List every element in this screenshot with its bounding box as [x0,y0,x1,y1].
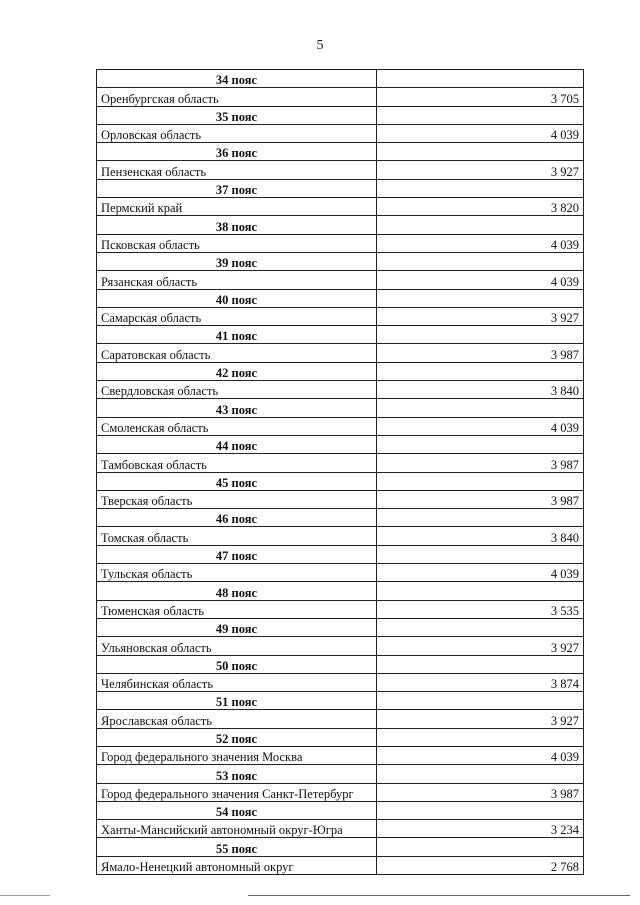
scan-edge-line-left [0,895,50,896]
region-row [97,527,584,545]
zones-table-body [97,70,584,875]
zone-header-row [97,399,584,417]
region-value: 4 039 [377,271,584,289]
region-name: Город федерального значения Москва [97,746,377,764]
region-row [97,234,584,252]
region-value: 3 535 [377,600,584,618]
region-name: Томская область [97,527,377,545]
region-name: Тульская область [97,564,377,582]
region-row [97,637,584,655]
region-value: 2 768 [377,856,584,874]
region-name: Псковская область [97,234,377,252]
zone-header-row [97,582,584,600]
region-name: Ямало-Ненецкий автономный округ [97,856,377,874]
zone-name: 47 пояс [97,545,377,563]
zone-header-row [97,435,584,453]
region-name: Саратовская область [97,344,377,362]
region-value: 3 840 [377,381,584,399]
zone-name: 46 пояс [97,509,377,527]
zone-value-empty [377,70,584,88]
region-row [97,271,584,289]
zone-value-empty [377,692,584,710]
region-value: 3 987 [377,454,584,472]
region-row [97,820,584,838]
region-name: Орловская область [97,124,377,142]
region-name: Пензенская область [97,161,377,179]
region-value: 3 987 [377,490,584,508]
region-value: 4 039 [377,234,584,252]
zone-value-empty [377,179,584,197]
zone-value-empty [377,252,584,270]
region-row [97,417,584,435]
zone-name: 42 пояс [97,362,377,380]
zone-value-empty [377,289,584,307]
zone-header-row [97,216,584,234]
region-name: Тамбовская область [97,454,377,472]
region-row [97,673,584,691]
zone-header-row [97,252,584,270]
region-value: 3 927 [377,307,584,325]
zone-value-empty [377,582,584,600]
region-name: Ярославская область [97,710,377,728]
zone-header-row [97,326,584,344]
zone-header-row [97,838,584,856]
zone-value-empty [377,106,584,124]
region-row [97,746,584,764]
region-row [97,856,584,874]
zone-header-row [97,70,584,88]
zone-header-row [97,692,584,710]
zone-header-row [97,472,584,490]
region-row [97,564,584,582]
zone-value-empty [377,765,584,783]
zone-name: 34 пояс [97,70,377,88]
region-value: 4 039 [377,417,584,435]
region-value: 3 840 [377,527,584,545]
region-name: Оренбургская область [97,88,377,106]
zone-header-row [97,765,584,783]
region-name: Пермский край [97,198,377,216]
region-value: 4 039 [377,124,584,142]
zone-name: 37 пояс [97,179,377,197]
zone-value-empty [377,326,584,344]
region-name: Город федерального значения Санкт-Петербург [97,783,377,801]
region-row [97,381,584,399]
zone-name: 55 пояс [97,838,377,856]
zone-value-empty [377,801,584,819]
zone-value-empty [377,435,584,453]
zone-name: 53 пояс [97,765,377,783]
zone-value-empty [377,143,584,161]
zone-header-row [97,106,584,124]
region-name: Самарская область [97,307,377,325]
region-value: 3 927 [377,161,584,179]
page-number: 5 [316,38,324,53]
region-row [97,454,584,472]
region-value: 3 234 [377,820,584,838]
region-name: Свердловская область [97,381,377,399]
zone-name: 49 пояс [97,618,377,636]
region-row [97,124,584,142]
region-value: 3 927 [377,710,584,728]
zone-name: 44 пояс [97,435,377,453]
zone-header-row [97,728,584,746]
region-row [97,198,584,216]
zones-table [96,69,584,875]
region-row [97,161,584,179]
zone-value-empty [377,655,584,673]
region-value: 4 039 [377,564,584,582]
region-value: 3 927 [377,637,584,655]
zone-name: 40 пояс [97,289,377,307]
zone-value-empty [377,618,584,636]
region-row [97,344,584,362]
zone-header-row [97,509,584,527]
zone-name: 38 пояс [97,216,377,234]
zone-name: 35 пояс [97,106,377,124]
zone-name: 54 пояс [97,801,377,819]
zone-name: 48 пояс [97,582,377,600]
region-name: Ханты-Мансийский автономный округ-Югра [97,820,377,838]
region-value: 4 039 [377,746,584,764]
zone-name: 39 пояс [97,252,377,270]
region-value: 3 987 [377,783,584,801]
region-row [97,600,584,618]
region-row [97,710,584,728]
region-row [97,307,584,325]
zone-value-empty [377,545,584,563]
scan-edge-line [248,895,630,896]
region-name: Рязанская область [97,271,377,289]
zone-name: 36 пояс [97,143,377,161]
zone-name: 52 пояс [97,728,377,746]
zone-value-empty [377,216,584,234]
zone-name: 41 пояс [97,326,377,344]
zone-header-row [97,545,584,563]
zone-name: 50 пояс [97,655,377,673]
zone-header-row [97,289,584,307]
region-value: 3 820 [377,198,584,216]
region-row [97,783,584,801]
region-row [97,88,584,106]
zone-header-row [97,143,584,161]
region-name: Тверская область [97,490,377,508]
region-name: Ульяновская область [97,637,377,655]
region-value: 3 705 [377,88,584,106]
zone-value-empty [377,472,584,490]
zone-name: 43 пояс [97,399,377,417]
zone-header-row [97,655,584,673]
zone-value-empty [377,399,584,417]
zone-value-empty [377,362,584,380]
zone-name: 51 пояс [97,692,377,710]
zone-header-row [97,801,584,819]
region-name: Челябинская область [97,673,377,691]
region-row [97,490,584,508]
region-name: Смоленская область [97,417,377,435]
zone-value-empty [377,728,584,746]
zone-header-row [97,362,584,380]
region-name: Тюменская область [97,600,377,618]
zone-name: 45 пояс [97,472,377,490]
zone-header-row [97,618,584,636]
zone-value-empty [377,509,584,527]
region-value: 3 987 [377,344,584,362]
region-value: 3 874 [377,673,584,691]
zone-value-empty [377,838,584,856]
zone-header-row [97,179,584,197]
